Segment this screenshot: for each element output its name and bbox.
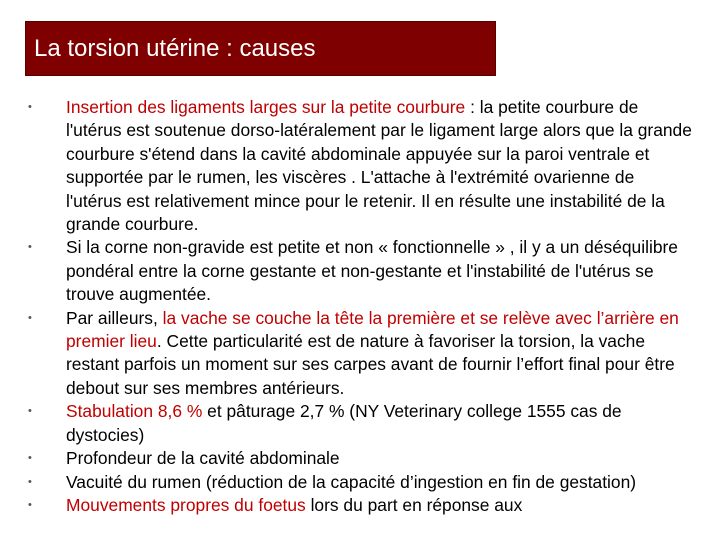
bullet-text: Profondeur de la cavité abdominale [66, 448, 340, 469]
bullet-list [28, 96, 694, 517]
bullet-dot-icon: • [28, 498, 32, 511]
slide-title: La torsion utérine : causes [34, 34, 316, 62]
bullet-text: et pâturage 2,7 % (NY Veterinary college 1555 cas de dystocies) [66, 401, 622, 445]
bullet-text: . Cette particularité est de nature à favoriser la torsion, la vache restant parfois un moment sur ses carpes avant de fournir l’effort final pour être debout sur ses membres antérieurs. [66, 331, 675, 398]
bullet-highlight: Insertion des ligaments larges sur la petite courbure [66, 97, 466, 117]
bullet-dot-icon: • [28, 475, 32, 488]
bullet-text: lors du part en réponse aux [305, 494, 523, 515]
bullet-text: Vacuité du rumen (réduction de la capacité d’ingestion en fin de gestation) [66, 471, 637, 492]
bullet-item-foetus [28, 494, 694, 517]
bullet-item-couche [28, 307, 694, 401]
bullet-item-ligaments [28, 96, 694, 236]
bullet-highlight: Mouvements propres du foetus [66, 494, 306, 515]
bullet-dot-icon: • [28, 311, 32, 324]
bullet-item-stabulation [28, 400, 694, 447]
bullet-text: Si la corne non-gravide est petite et non « fonctionnelle » , il y a un déséquilibre pondéral entre la corne gestante et non-gestante et l'instabilité de l'utérus se trouve augmentée. [66, 237, 678, 305]
bullet-item-corne [28, 236, 694, 306]
bullet-item-profondeur [28, 447, 694, 470]
bullet-dot-icon: • [28, 101, 32, 113]
bullet-dot-icon: • [28, 405, 32, 418]
bullet-text: : la petite courbure de l'utérus est soutenue dorso-latéralement par le ligament large alors que la grande courbure s'étend dans la cavité abdominale appuyée sur la paroi ventrale et supportée par le rumen, les viscères . L'attache à l'extrémité ovarienne de l'utérus est relativement mince pour le retenir. Il en résulte une instabilité de la grande courbure. [66, 97, 692, 235]
bullet-highlight: la vache se couche la tête la première et se relève avec l’arrière en premier lieu [66, 307, 679, 352]
title-banner [25, 21, 496, 76]
bullet-item-rumen [28, 471, 694, 494]
bullet-text-before: Par ailleurs, [66, 307, 163, 328]
bullet-highlight: Stabulation 8,6 % [66, 401, 203, 422]
bullet-dot-icon: • [28, 452, 32, 465]
bullet-dot-icon: • [28, 241, 32, 254]
